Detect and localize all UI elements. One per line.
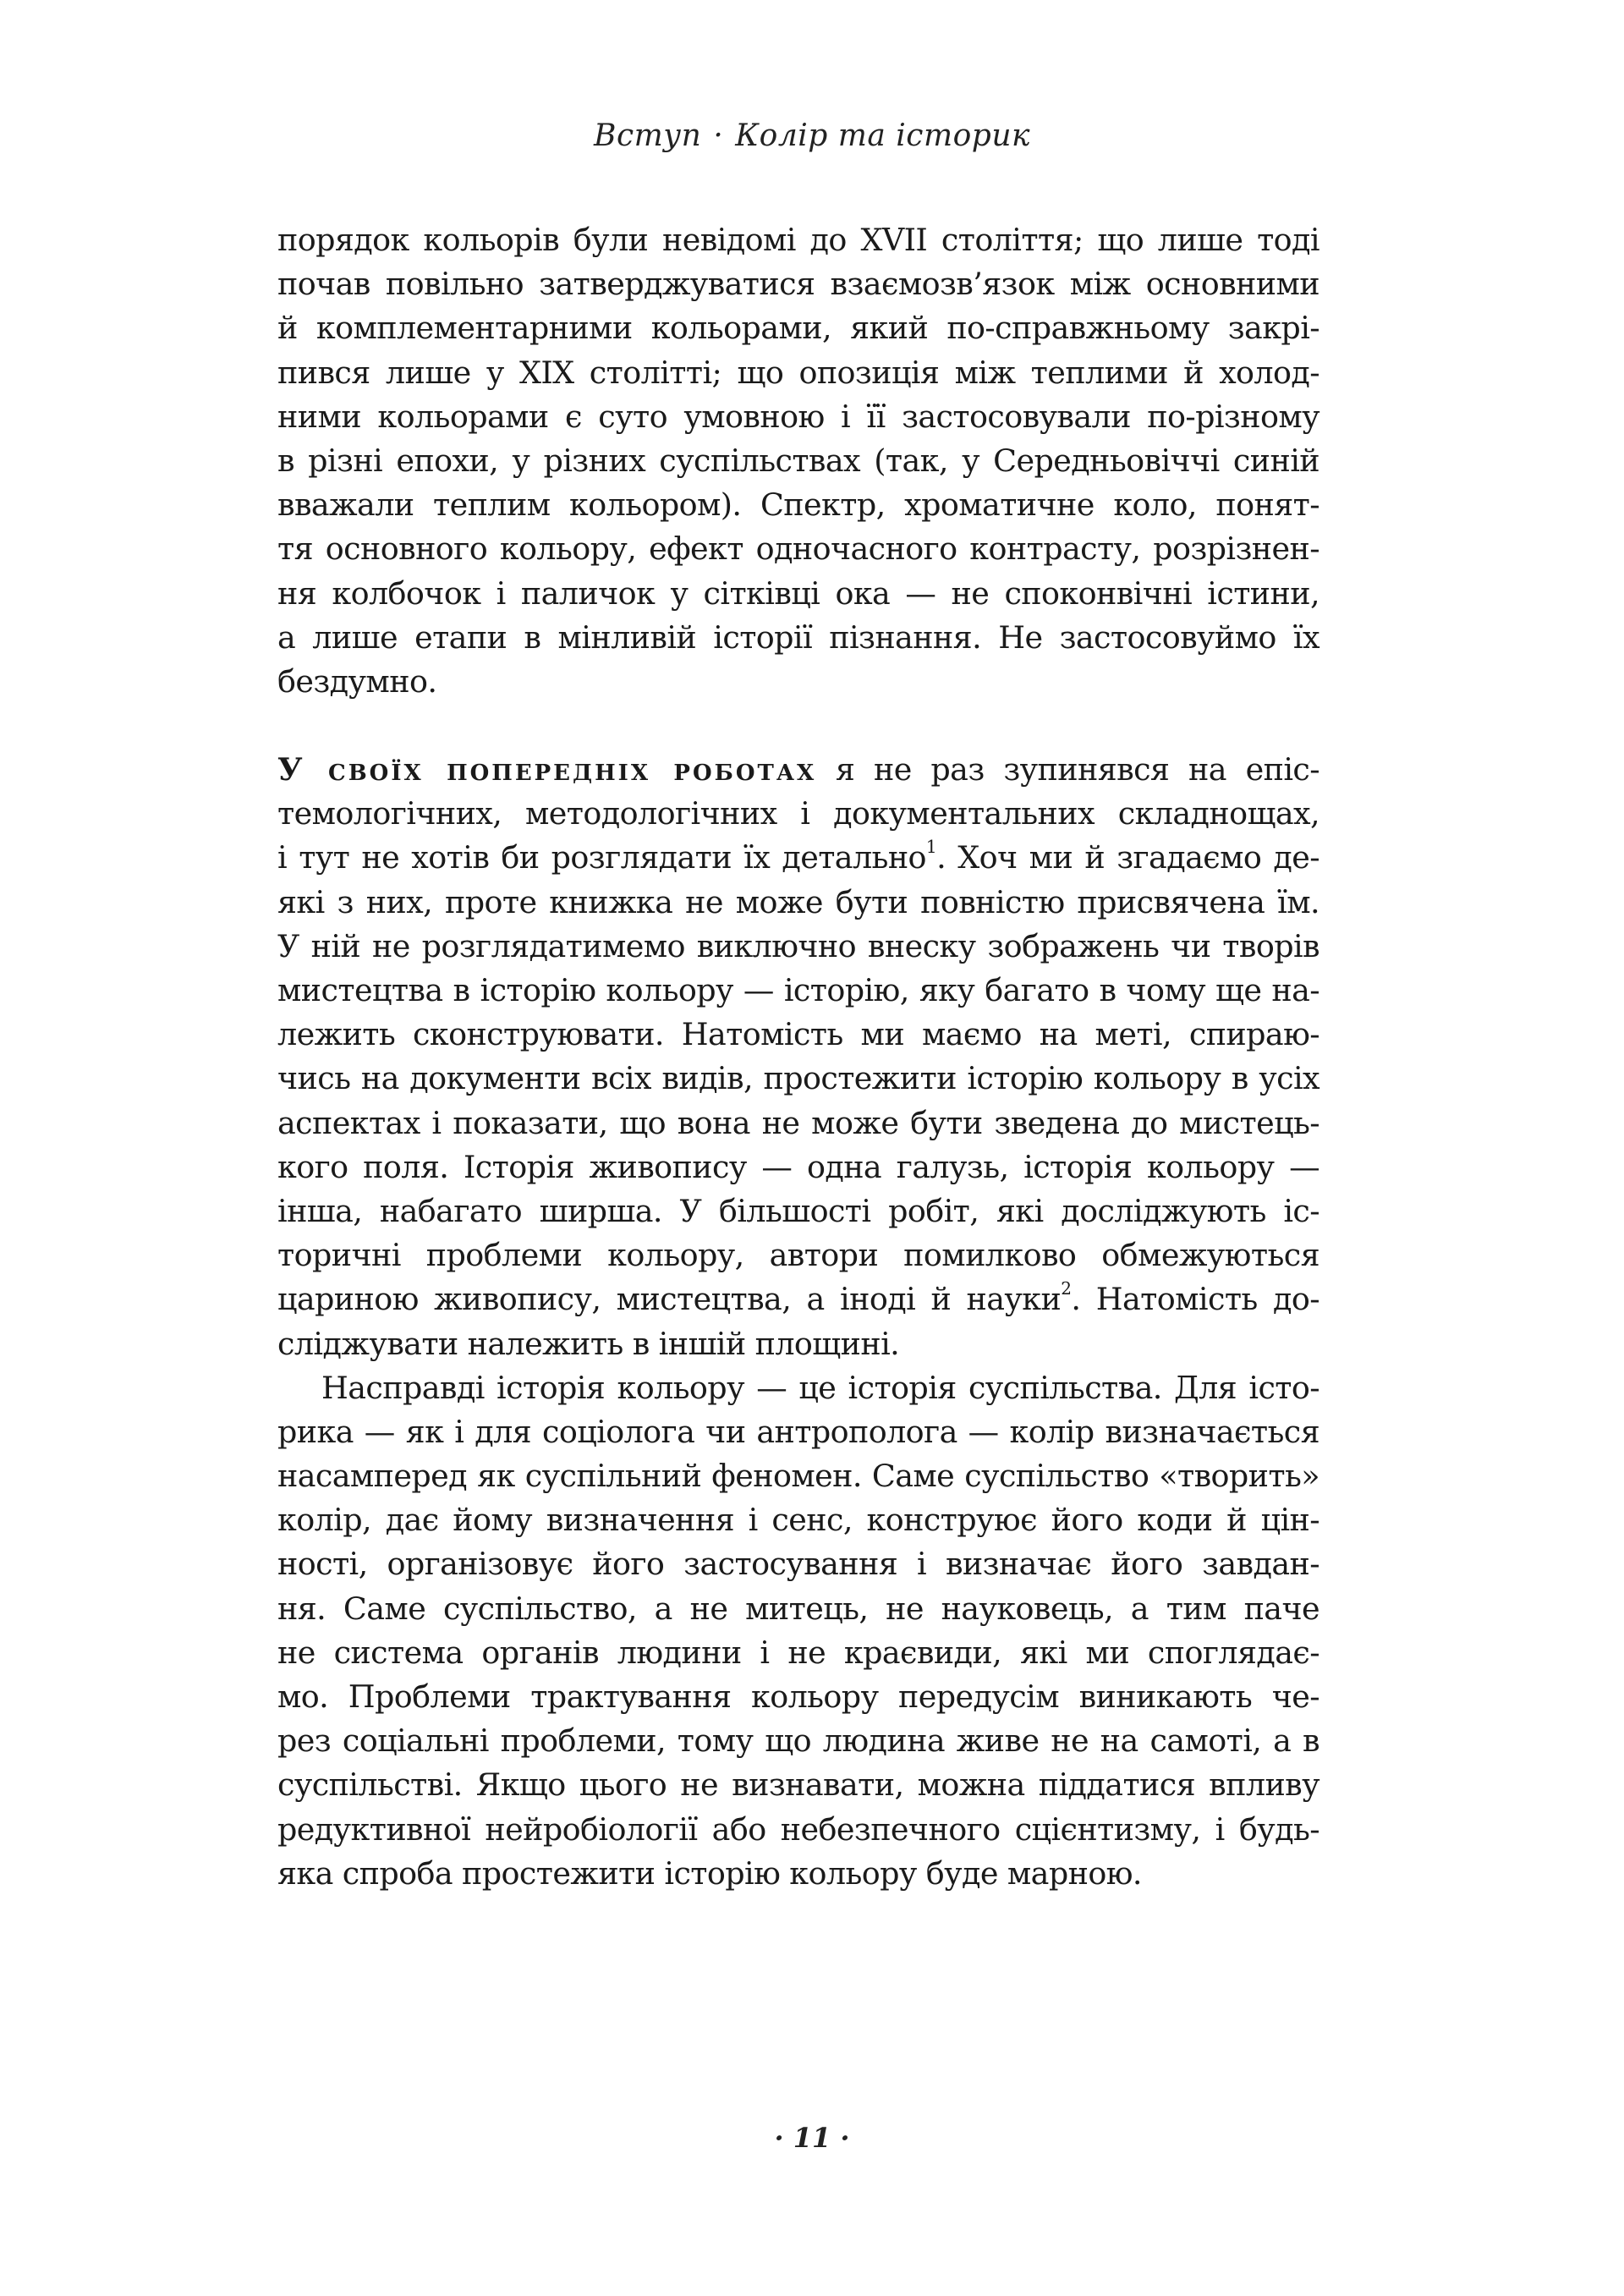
text-line: пився лише у XIX столітті; що опозиція між теплими й холод- xyxy=(277,354,1320,391)
page-number xyxy=(0,2122,1624,2154)
folio-dot-left: · xyxy=(774,2122,784,2154)
text-line: в різні епохи, у різних суспільствах (так, у Середньовіччі синій xyxy=(277,442,1320,479)
text-line: рика — як і для соціолога чи антрополога — колір визначається xyxy=(277,1413,1320,1450)
text-line: ними кольорами є суто умовною і її застосовували по-різному xyxy=(277,398,1320,435)
text-line: цариною живопису, мистецтва, а іноді й науки$^2$. Натомість до- xyxy=(277,1278,1320,1318)
paragraph-3 xyxy=(277,1366,1320,1896)
text-line: ності, організовує його застосування і визначає його завдан- xyxy=(277,1546,1320,1583)
text-line: аспектах і показати, що вона не може бути зведена до мистець- xyxy=(277,1104,1320,1141)
text-line: які з них, проте книжка не може бути повністю присвячена їм. xyxy=(277,883,1320,920)
text-line: а лише етапи в мінливій історії пізнання. Не застосовуймо їх xyxy=(277,618,1320,656)
footnote-ref-1[interactable]: 1 xyxy=(925,837,937,858)
text-line: ня колбочок і паличок у сітківці ока — не споконвічні істини, xyxy=(277,574,1320,612)
text-line: яка спроба простежити історію кольору буде марною. xyxy=(277,1854,1142,1892)
text-line: У своїх попередніх роботах я не раз зупинявся на епіс- xyxy=(277,751,1320,788)
text-line: тя основного кольору, ефект одночасного контрасту, розрізнен- xyxy=(277,530,1320,568)
paragraph-1 xyxy=(277,218,1320,704)
folio-dot-right: · xyxy=(840,2122,850,2154)
running-head-chapter: Колір та історик xyxy=(735,118,1030,153)
text-line: бездумно. xyxy=(277,662,437,700)
text-line: насамперед як суспільний феномен. Саме суспільство «творить» xyxy=(277,1458,1320,1495)
text-line: чись на документи всіх видів, простежити історію кольору в усіх xyxy=(277,1060,1320,1097)
body-text xyxy=(277,218,1320,1896)
text-line: кого поля. Історія живопису — одна галузь, історія кольору — xyxy=(277,1148,1320,1185)
paragraph-2 xyxy=(277,748,1320,1366)
running-head-section: Вступ xyxy=(594,118,702,153)
text-line: рез соціальні проблеми, тому що людина живе не на самоті, а в xyxy=(277,1722,1320,1760)
text-line: не система органів людини і не краєвиди, які ми споглядає- xyxy=(277,1634,1320,1671)
text-line: інша, набагато ширша. У більшості робіт, які досліджують іс- xyxy=(277,1192,1320,1229)
text-line: торичні проблеми кольору, автори помилково обмежуються xyxy=(277,1237,1320,1274)
text-line: сліджувати належить в іншій площині. xyxy=(277,1325,900,1362)
text-line: вважали теплим кольором). Спектр, хроматичне коло, понят- xyxy=(277,486,1320,524)
text-line: темологічних, методологічних і документальних складнощах, xyxy=(277,795,1320,832)
section-break xyxy=(277,704,1320,748)
text-line: редуктивної нейробіології або небезпечного сцієнтизму, і будь- xyxy=(277,1810,1320,1848)
folio-number: 11 xyxy=(793,2122,831,2154)
text-line: почав повільно затверджуватися взаємозв’язок між основними xyxy=(277,266,1320,303)
running-head xyxy=(0,118,1624,153)
footnote-ref-2[interactable]: 2 xyxy=(1061,1278,1072,1299)
text-line: й комплементарними кольорами, який по-справжньому закрі- xyxy=(277,310,1320,347)
lead-in-smallcaps: У своїх попередніх роботах xyxy=(277,751,817,788)
text-line: лежить сконструювати. Натомість ми маємо на меті, спираю- xyxy=(277,1016,1320,1053)
running-head-separator: · xyxy=(713,118,724,153)
text-line: мистецтва в історію кольору — історію, яку багато в чому ще на- xyxy=(277,972,1320,1008)
text-line: ня. Саме суспільство, а не митець, не науковець, а тим паче xyxy=(277,1590,1320,1627)
text-line: і тут не хотів би розглядати їх детально$^1$. Хоч ми й згадаємо де- xyxy=(277,837,1320,876)
text-line: суспільстві. Якщо цього не визнавати, можна піддатися впливу xyxy=(277,1766,1320,1804)
text-line: колір, дає йому визначення і сенс, конструює його коди й цін- xyxy=(277,1502,1320,1539)
text-line: Насправді історія кольору — це історія суспільства. Для істо- xyxy=(321,1369,1320,1406)
text-line: У ній не розглядатимемо виключно внеску зображень чи творів xyxy=(277,927,1320,964)
text-line: порядок кольорів були невідомі до XVII століття; що лише тоді xyxy=(277,222,1320,258)
text-line: мо. Проблеми трактування кольору передусім виникають че- xyxy=(277,1678,1320,1715)
